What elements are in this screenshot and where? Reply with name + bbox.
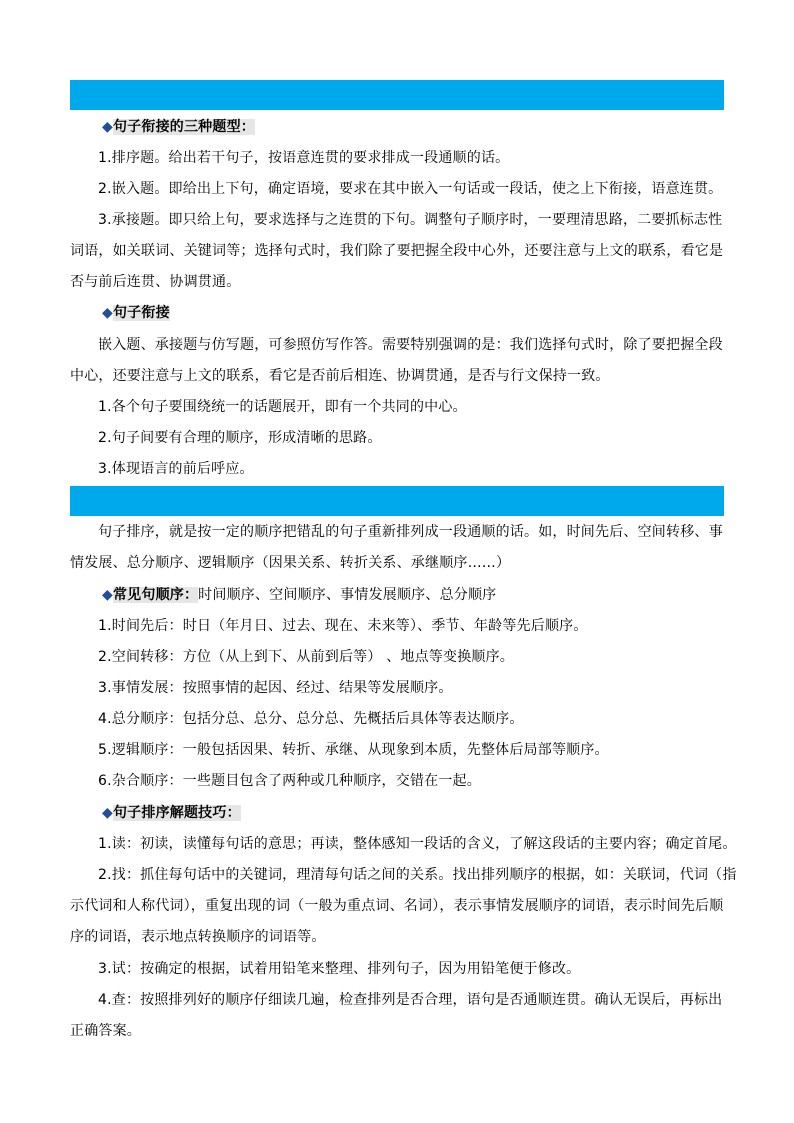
order-item-1: 1.时间先后：时日（年月日、过去、现在、未来等）、季节、年龄等先后顺序。	[98, 618, 588, 634]
linking-point-3: 3.体现语言的前后呼应。	[98, 461, 254, 477]
linking-paragraph-line-1: 嵌入题、承接题与仿写题，可参照仿写作答。需要特别强调的是：我们选择句式时，除了要把握全段	[98, 337, 723, 353]
heading-text: 常见句顺序：	[112, 587, 199, 603]
linking-point-1: 1.各个句子要围绕统一的话题展开，即有一个共同的中心。	[98, 399, 467, 415]
heading-ordering-tips	[102, 804, 762, 822]
tip-item-1: 1.读：初读，读懂每句话的意思；再读，整体感知一段话的含义，了解这段话的主要内容；确定首尾。	[98, 836, 737, 852]
order-item-4: 4.总分顺序：包括分总、总分、总分总、先概括后具体等表达顺序。	[98, 711, 524, 727]
ordering-intro-line-1: 句子排序，就是按一定的顺序把错乱的句子重新排列成一段通顺的话。如，时间先后、空间转移、事	[98, 524, 723, 540]
type-item-1: 1.排序题。给出若干句子，按语意连贯的要求排成一段通顺的话。	[98, 150, 510, 166]
type-item-3-cont-2: 否与前后连贯、协调贯通。	[70, 274, 241, 290]
diamond-bullet-icon: ◆	[102, 587, 113, 603]
type-item-3: 3.承接题。即只给上句，要求选择与之连贯的下句。调整句子顺序时，一要理清思路，二要抓标志性	[98, 212, 723, 228]
linking-paragraph-line-2: 中心，还要注意与上文的联系，看它是否前后相连、协调贯通，是否与行文保持一致。	[70, 368, 610, 384]
tip-item-4-cont: 正确答案。	[70, 1023, 141, 1039]
heading-three-types	[102, 118, 762, 136]
tip-item-4: 4.查：按照排列好的顺序仔细读几遍，检查排列是否合理，语句是否通顺连贯。确认无误后，再标出	[98, 992, 723, 1008]
diamond-bullet-icon: ◆	[102, 305, 113, 321]
order-item-5: 5.逻辑顺序：一般包括因果、转折、承继、从现象到本质，先整体后局部等顺序。	[98, 742, 609, 758]
order-item-2: 2.空间转移：方位（从上到下、从前到后等） 、地点等变换顺序。	[98, 649, 515, 665]
tip-item-2: 2.找：抓住每句话中的关键词，理清每句话之间的关系。找出排列顺序的根据，如：关联词，代词（指	[98, 867, 737, 883]
heading-text: 句子衔接	[112, 305, 170, 321]
type-item-3-cont-1: 词语，如关联词、关键词等；选择句式时，我们除了要把握全段中心外，还要注意与上文的联系，看它是	[70, 243, 724, 259]
diamond-bullet-icon: ◆	[102, 119, 113, 135]
heading-common-orders	[102, 586, 762, 604]
order-item-3: 3.事情发展：按照事情的起因、经过、结果等发展顺序。	[98, 680, 453, 696]
order-item-6: 6.杂合顺序：一些题目包含了两种或几种顺序，交错在一起。	[98, 773, 481, 789]
ordering-intro-line-2: 情发展、总分顺序、逻辑顺序（因果关系、转折关系、承继顺序……）	[70, 555, 511, 571]
tip-item-3: 3.试：按确定的根据，试着用铅笔来整理、排列句子，因为用铅笔便于修改。	[98, 961, 581, 977]
section-header-bar-1	[70, 80, 724, 110]
heading-sentence-linking	[102, 304, 762, 322]
linking-point-2: 2.句子间要有合理的顺序，形成清晰的思路。	[98, 430, 382, 446]
section-header-bar-2	[70, 486, 724, 516]
tip-item-2-cont-1: 示代词和人称代词），重复出现的词（一般为重点词、名词），表示事情发展顺序的词语，表示时间先后顺	[70, 898, 724, 914]
heading-rest-text: 时间顺序、空间顺序、事情发展顺序、总分顺序	[198, 587, 497, 603]
tip-item-2-cont-2: 序的词语，表示地点转换顺序的词语等。	[70, 929, 326, 945]
heading-text: 句子衔接的三种题型：	[112, 119, 255, 135]
type-item-2: 2.嵌入题。即给出上下句，确定语境，要求在其中嵌入一句话或一段话，使之上下衔接，语意连贯。	[98, 181, 723, 197]
diamond-bullet-icon: ◆	[102, 805, 113, 821]
heading-text: 句子排序解题技巧：	[112, 805, 241, 821]
